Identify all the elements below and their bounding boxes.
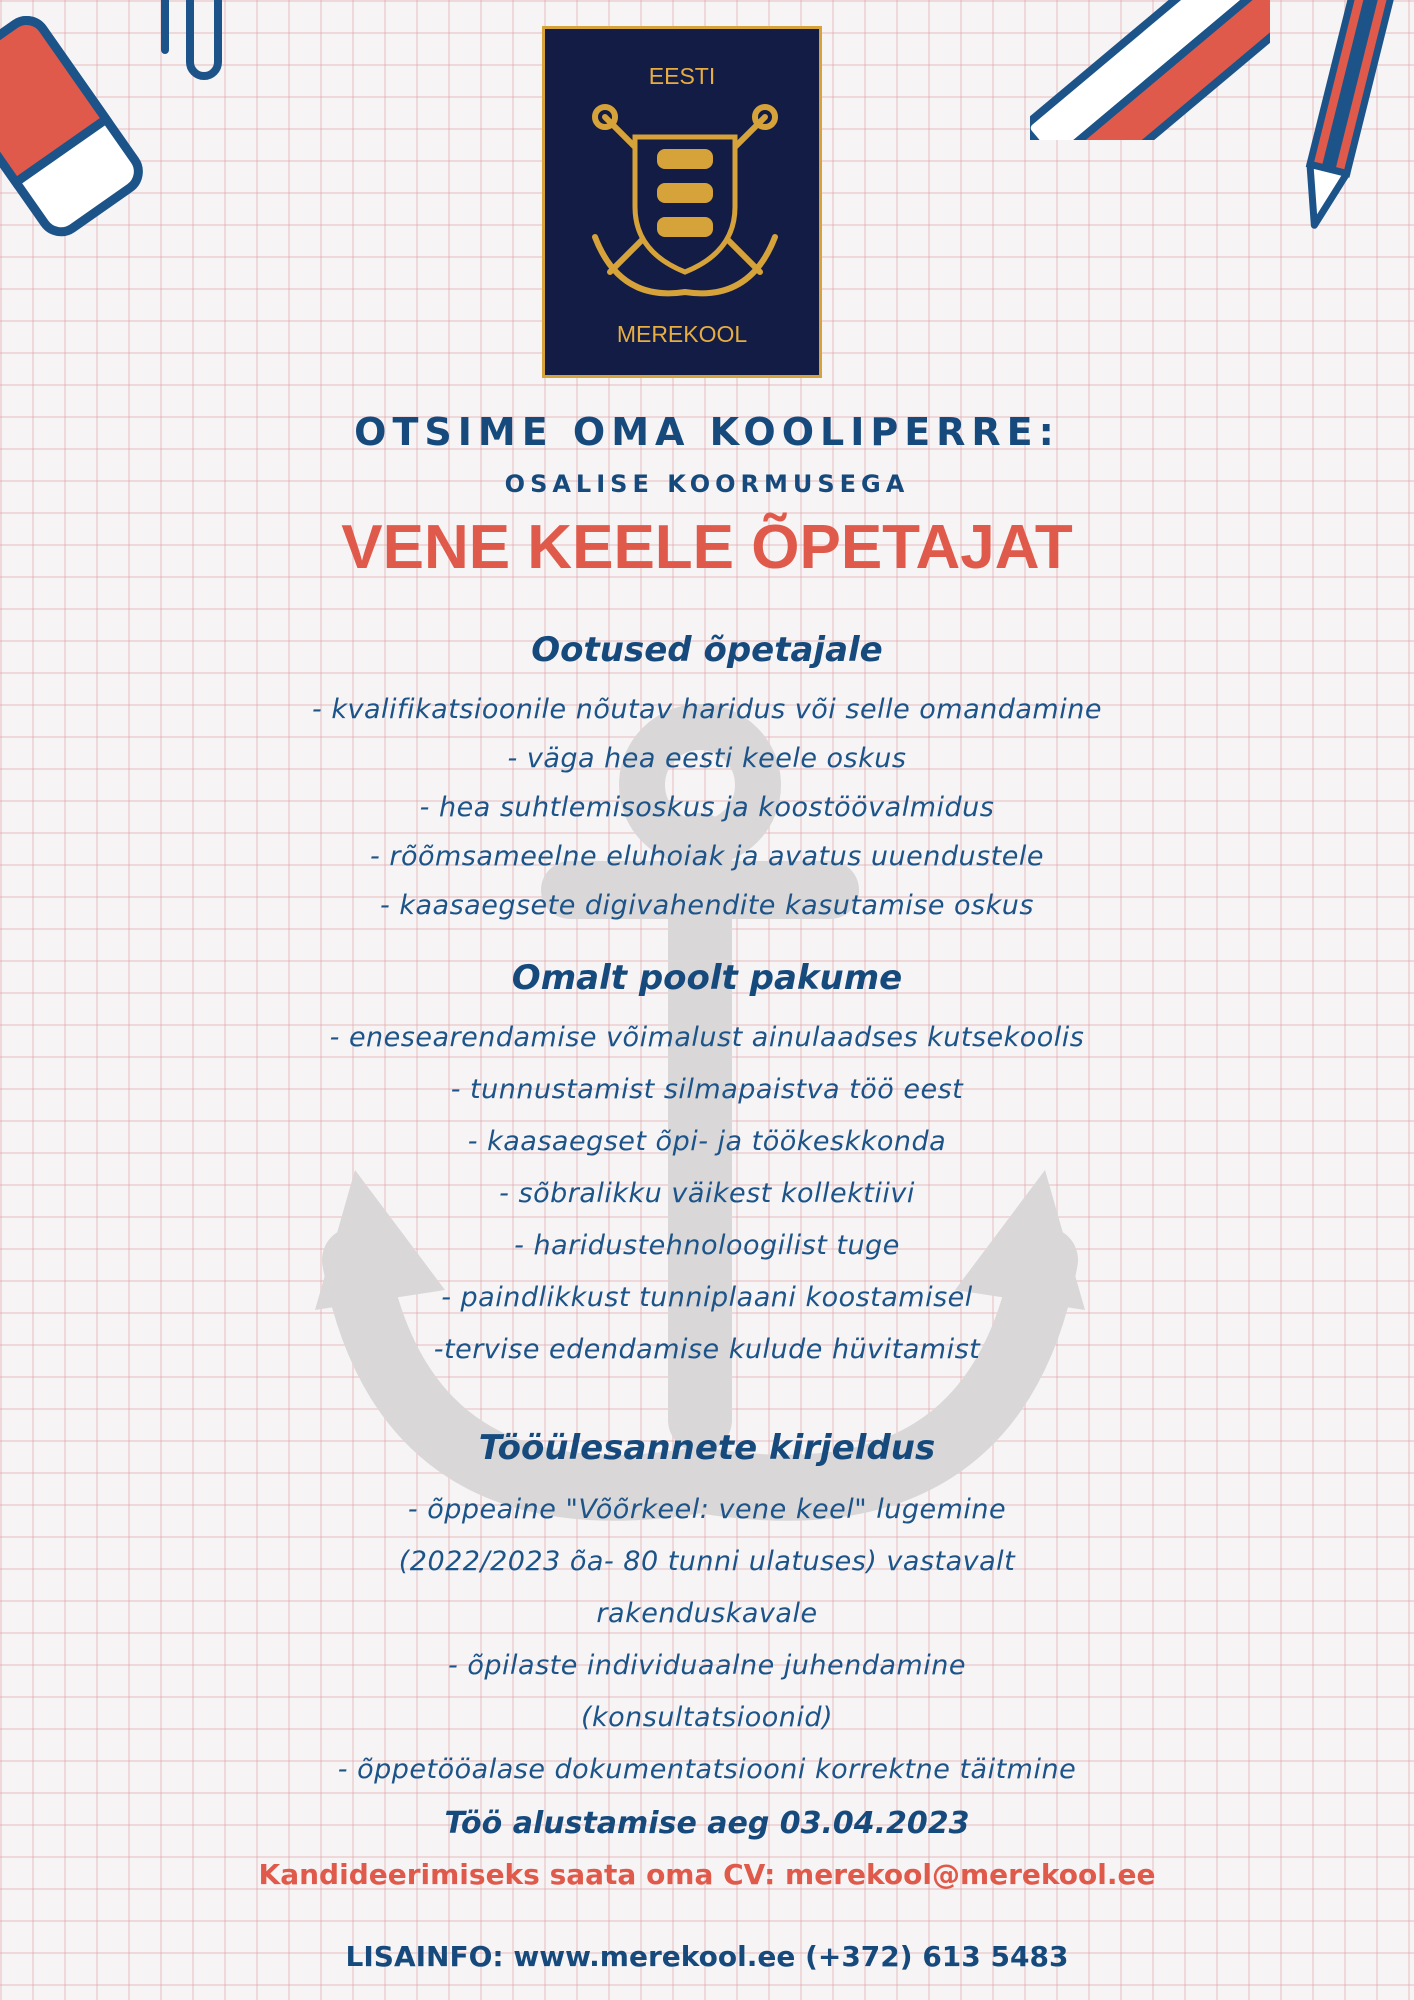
paperclip-icon — [150, 0, 250, 90]
list-item: - paindlikkust tunniplaani koostamisel — [441, 1282, 973, 1313]
list-item: - õpilaste individuaalne juhendamine — [448, 1650, 966, 1681]
list-item: - sõbralikku väikest kollektiivi — [499, 1178, 915, 1209]
list-item: rakenduskavale — [596, 1598, 818, 1629]
list-item: - õppeaine "Võõrkeel: vene keel" lugemine — [407, 1494, 1007, 1525]
list-item: - kaasaegset õpi- ja töökeskkonda — [467, 1126, 947, 1157]
eraser-icon — [0, 0, 160, 240]
expectations-title: Ootused õpetajale — [531, 630, 883, 670]
tasks-title: Tööülesannete kirjeldus — [478, 1428, 936, 1468]
offer-list — [0, 1012, 1414, 1376]
pencil-icon — [1290, 0, 1400, 240]
list-item: - õppetööalase dokumentatsiooni korrektne täitmine — [337, 1754, 1077, 1785]
list-item: - haridustehnoloogilist tuge — [514, 1230, 900, 1261]
contact-info: LISAINFO: www.merekool.ee (+372) 613 5483 — [345, 1940, 1069, 1973]
list-item: (2022/2023 õa- 80 tunni ulatuses) vastavalt — [398, 1546, 1016, 1577]
book-icon — [1030, 0, 1270, 140]
start-date: Töö alustamise aeg 03.04.2023 — [444, 1806, 970, 1841]
list-item: - kvalifikatsioonile nõutav haridus või selle omandamine — [312, 694, 1102, 725]
apply-instructions: Kandideerimiseks saata oma CV: merekool@merekool.ee — [258, 1858, 1156, 1891]
list-item: - rõõmsameelne eluhoiak ja avatus uuendustele — [370, 841, 1044, 872]
list-item: - tunnustamist silmapaistva töö eest — [450, 1074, 964, 1105]
job-title: VENE KEELE ÕPETAJAT — [341, 513, 1073, 582]
heading-line-2: OSALISE KOORMUSEGA — [504, 470, 910, 498]
expectations-list — [0, 685, 1414, 930]
list-item: - väga hea eesti keele oskus — [507, 743, 907, 774]
tasks-list — [0, 1484, 1414, 1796]
logo-top-text: EESTI — [648, 63, 716, 89]
list-item: - kaasaegsete digivahendite kasutamise oskus — [380, 890, 1034, 921]
coat-of-arms-icon — [575, 87, 795, 317]
logo-bottom-text: MEREKOOL — [616, 321, 748, 347]
heading-line-1: OTSIME OMA KOOLIPERRE: — [354, 410, 1060, 454]
list-item: -tervise edendamise kulude hüvitamist — [433, 1334, 981, 1365]
list-item: - hea suhtlemisoskus ja koostöövalmidus — [419, 792, 995, 823]
list-item: (konsultatsioonid) — [580, 1702, 834, 1733]
list-item: - enesearendamise võimalust ainulaadses kutsekoolis — [329, 1022, 1085, 1053]
offer-title: Omalt poolt pakume — [511, 958, 903, 998]
school-logo — [542, 26, 822, 378]
